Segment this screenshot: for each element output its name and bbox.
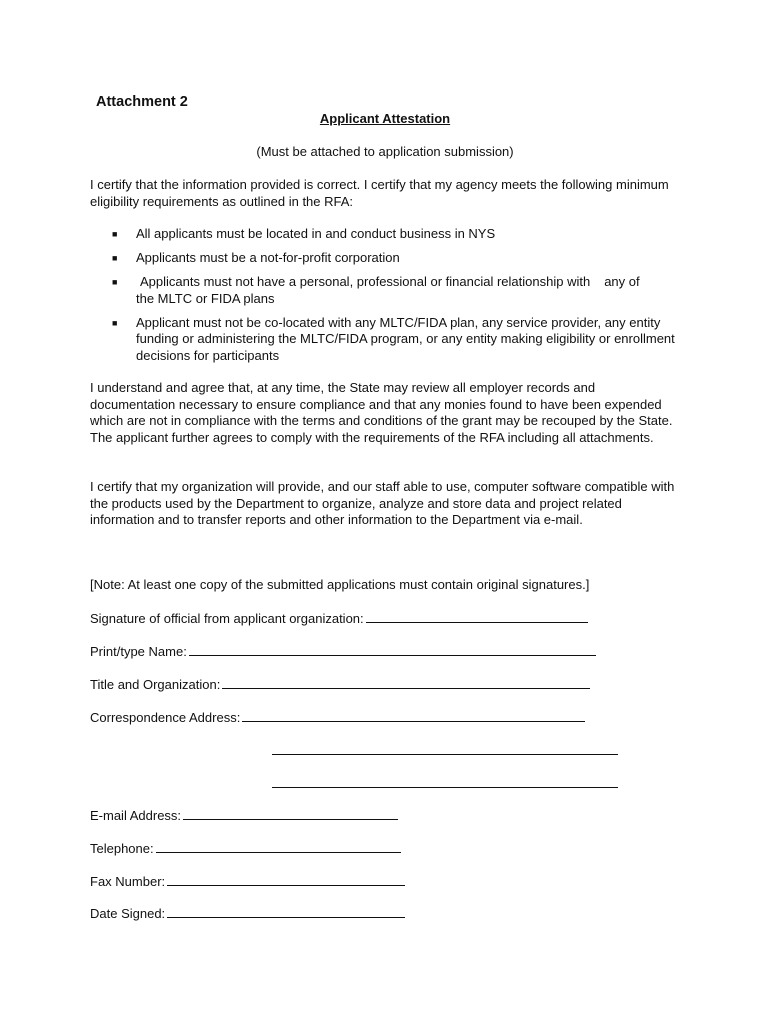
- signature-note: [Note: At least one copy of the submitted applications must contain original signatures.]: [90, 577, 590, 592]
- list-item: [90, 274, 690, 307]
- document-title: Applicant Attestation: [319, 111, 451, 126]
- address-line-3[interactable]: [272, 786, 618, 788]
- list-item-text: All applicants must be located in and conduct business in NYS: [136, 226, 496, 241]
- bullet-icon: ■: [112, 317, 118, 328]
- bullet-icon: ■: [112, 229, 118, 239]
- address-line-2[interactable]: [272, 753, 618, 755]
- list-item-text: Applicants must not have a personal, professional or financial relationship with: [140, 274, 591, 289]
- signature-field[interactable]: [90, 609, 588, 628]
- fax-label: Fax Number:: [90, 874, 166, 889]
- list-item: [90, 250, 690, 267]
- date-signed-field[interactable]: [90, 904, 405, 923]
- bullet-icon: ■: [112, 277, 118, 287]
- print-name-field[interactable]: [90, 642, 596, 661]
- list-item-text-wrap: the MLTC or FIDA plans: [136, 290, 275, 306]
- list-item-text: Applicants must be a not-for-profit corporation: [136, 250, 400, 265]
- title-org-line[interactable]: [222, 675, 590, 689]
- email-line[interactable]: [183, 806, 398, 820]
- telephone-label: Telephone:: [90, 841, 154, 856]
- signature-line[interactable]: [366, 609, 588, 623]
- list-item: [90, 226, 690, 243]
- telephone-field[interactable]: [90, 839, 401, 858]
- email-label: E-mail Address:: [90, 808, 182, 823]
- list-item-text: Applicant must not be co-located with any MLTC/FIDA plan, any service provider, any entity funding or administering the MLTC/FIDA program, or any entity making eligibility or enrollment decisions for participants: [136, 314, 675, 363]
- compliance-paragraph: I understand and agree that, at any time, the State may review all employer records and documentation necessary to ensure compliance and that any monies found to have been expended which are not in compliance with the terms and conditions of the grant may be recouped by the State. The applicant further agrees to comply with the requirements of the RFA including all attachments.: [90, 380, 673, 445]
- list-item: [90, 315, 690, 365]
- print-name-line[interactable]: [189, 642, 596, 656]
- list-item-text-cont: any of: [604, 274, 640, 289]
- eligibility-list: [90, 226, 690, 372]
- software-paragraph: I certify that my organization will provide, and our staff able to use, computer software compatible with the products used by the Department to organize, analyze and store data and project related information and to transfer reports and other information to the Department via e-mail.: [90, 479, 675, 527]
- fax-field[interactable]: [90, 872, 405, 891]
- address-line[interactable]: [242, 708, 585, 722]
- address-field[interactable]: [90, 708, 585, 727]
- intro-paragraph: I certify that the information provided is correct. I certify that my agency meets the following minimum eligibility requirements as outlined in the RFA:: [90, 177, 669, 209]
- title-org-field[interactable]: [90, 675, 590, 694]
- fax-line[interactable]: [167, 872, 405, 886]
- attachment-label: Attachment 2: [96, 94, 188, 110]
- print-name-label: Print/type Name:: [90, 644, 187, 659]
- date-signed-label: Date Signed:: [90, 906, 166, 921]
- email-field[interactable]: [90, 806, 398, 825]
- date-signed-line[interactable]: [167, 904, 405, 918]
- document-subtitle: (Must be attached to application submission): [256, 144, 514, 159]
- telephone-line[interactable]: [156, 839, 401, 853]
- title-org-label: Title and Organization:: [90, 677, 221, 692]
- signature-label: Signature of official from applicant organization:: [90, 611, 364, 626]
- bullet-icon: ■: [112, 253, 118, 263]
- address-label: Correspondence Address:: [90, 710, 241, 725]
